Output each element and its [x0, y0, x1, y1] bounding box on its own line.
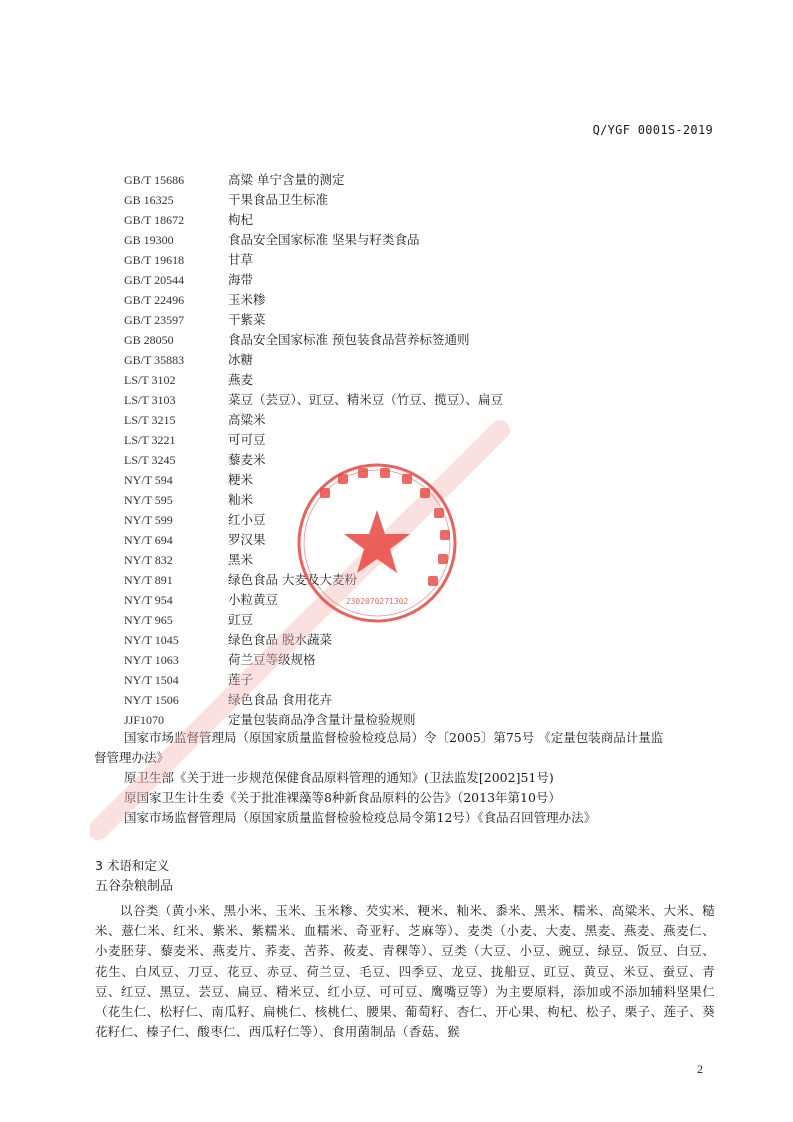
reference-title: 高粱 单宁含量的测定: [228, 172, 345, 187]
reference-title: 可可豆: [228, 432, 266, 447]
note-line: 原卫生部《关于进一步规范保健食品原料管理的通知》(卫法监发[2002]51号): [124, 770, 554, 785]
reference-title: 籼米: [228, 492, 254, 507]
reference-row: [124, 350, 503, 370]
reference-title: 莲子: [228, 672, 254, 687]
reference-code: LS/T 3102: [124, 373, 176, 387]
reference-code: NY/T 1063: [124, 653, 179, 667]
reference-title: 绿色食品 脱水蔬菜: [228, 632, 332, 647]
reference-code: GB/T 20544: [124, 273, 185, 287]
note-line: 原国家卫生计生委《关于批准裸藻等8种新食品原料的公告》（2013年第10号）: [124, 790, 561, 805]
reference-title: 燕麦: [228, 372, 254, 387]
reference-code: NY/T 891: [124, 573, 173, 587]
regulation-note: [124, 768, 714, 788]
reference-title: 冰糖: [228, 352, 254, 367]
reference-title: 枸杞: [228, 212, 254, 227]
reference-title: 定量包装商品净含量计量检验规则: [228, 712, 416, 727]
reference-row: [124, 310, 503, 330]
reference-code: NY/T 1506: [124, 693, 179, 707]
reference-row: [124, 650, 503, 670]
page-number: 2: [697, 1062, 703, 1076]
reference-title: 黑米: [228, 552, 254, 567]
reference-title: 红小豆: [228, 512, 266, 527]
regulation-notes: [94, 728, 714, 828]
regulation-note: [124, 808, 714, 828]
reference-code: GB/T 22496: [124, 293, 185, 307]
reference-code: GB 28050: [124, 333, 174, 347]
reference-title: 食品安全国家标准 预包装食品营养标签通则: [228, 332, 470, 347]
reference-row: [124, 670, 503, 690]
reference-row: [124, 270, 503, 290]
regulation-note: [124, 788, 714, 808]
reference-row: [124, 330, 503, 350]
normative-references-list: [124, 170, 503, 730]
reference-title: 菜豆（芸豆）、豇豆、精米豆（竹豆、揽豆）、扁豆: [228, 392, 504, 407]
reference-code: NY/T 1045: [124, 633, 179, 647]
reference-code: GB/T 19618: [124, 253, 185, 267]
note-line-continued: 督管理办法》: [94, 750, 170, 765]
reference-row: [124, 290, 503, 310]
reference-code: JJF1070: [124, 713, 165, 727]
reference-row: [124, 210, 503, 230]
reference-title: 荷兰豆等级规格: [228, 652, 316, 667]
reference-title: 干果食品卫生标准: [228, 192, 329, 207]
reference-row: [124, 190, 503, 210]
reference-row: [124, 250, 503, 270]
reference-title: 海带: [228, 272, 254, 287]
company-seal-stamp: [292, 458, 462, 628]
reference-row: [124, 710, 503, 730]
reference-row: [124, 630, 503, 650]
reference-title: 甘草: [228, 252, 254, 267]
reference-row: [124, 370, 503, 390]
reference-code: NY/T 599: [124, 513, 173, 527]
reference-code: NY/T 1504: [124, 673, 179, 687]
note-line: 国家市场监督管理局（原国家质量监督检验检疫总局）令〔2005〕第75号 《定量包装商品计量监: [124, 730, 664, 745]
reference-row: [124, 230, 503, 250]
reference-code: LS/T 3103: [124, 393, 176, 407]
reference-code: NY/T 694: [124, 533, 173, 547]
reference-title: 罗汉果: [228, 532, 266, 547]
star-icon: [344, 510, 410, 573]
reference-code: GB/T 23597: [124, 313, 185, 327]
regulation-note: [94, 728, 714, 768]
reference-code: GB 16325: [124, 193, 174, 207]
reference-code: GB/T 15686: [124, 173, 185, 187]
reference-row: [124, 390, 503, 410]
reference-title: 藜麦米: [228, 452, 266, 467]
reference-title: 小粒黄豆: [228, 592, 279, 607]
stamp-serial-number: 2302070271302: [345, 597, 409, 606]
note-line: 国家市场监督管理局（原国家质量监督检验检疫总局令第12号）《食品召回管理办法》: [124, 810, 597, 825]
reference-title: 绿色食品 食用花卉: [228, 692, 332, 707]
reference-code: NY/T 954: [124, 593, 173, 607]
reference-code: NY/T 594: [124, 473, 173, 487]
reference-code: GB/T 18672: [124, 213, 185, 227]
reference-row: [124, 410, 503, 430]
reference-code: LS/T 3245: [124, 453, 176, 467]
reference-title: 高粱米: [228, 412, 266, 427]
section-terms-definitions: [95, 856, 715, 1042]
reference-title: 食品安全国家标准 坚果与籽类食品: [228, 232, 420, 247]
document-code: Q/YGF 0001S-2019: [592, 123, 713, 137]
reference-title: 粳米: [228, 472, 254, 487]
reference-code: NY/T 965: [124, 613, 173, 627]
reference-code: GB 19300: [124, 233, 174, 247]
section-heading: 3 术语和定义: [95, 858, 170, 873]
reference-row: [124, 430, 503, 450]
reference-code: GB/T 35883: [124, 353, 185, 367]
reference-row: [124, 170, 503, 190]
reference-title: 干紫菜: [228, 312, 266, 327]
reference-row: [124, 690, 503, 710]
reference-title: 玉米糁: [228, 292, 266, 307]
reference-code: NY/T 595: [124, 493, 173, 507]
reference-title: 绿色食品 大麦及大麦粉: [228, 572, 357, 587]
term-name: 五谷杂粮制品: [95, 879, 174, 894]
reference-code: NY/T 832: [124, 553, 173, 567]
reference-title: 豇豆: [228, 612, 254, 627]
reference-code: LS/T 3221: [124, 433, 176, 447]
reference-code: LS/T 3215: [124, 413, 176, 427]
term-definition: 以谷类（黄小米、黑小米、玉米、玉米糁、芡实米、粳米、籼米、黍米、黑米、糯米、高粱米、大米、糙米、薏仁米、红米、紫米、紫糯米、血糯米、奇亚籽、芝麻等）、麦类（小麦、大麦、黑麦、燕麦、燕麦仁、小麦胚芽、藜麦米、燕麦片、荞麦、苦荞、莜麦、青稞等）、豆类（大豆、小豆、豌豆、绿豆、饭豆、白豆、花生、白凤豆、刀豆、花豆、赤豆、荷兰豆、毛豆、四季豆、龙豆、拢船豆、豇豆、黄豆、米豆、蚕豆、青豆、红豆、黑豆、芸豆、扁豆、精米豆、红小豆、可可豆、鹰嘴豆等）为主要原料，添加或不添加辅料坚果仁（花生仁、松籽仁、南瓜籽、扁桃仁、核桃仁、腰果、葡萄籽、杏仁、开心果、枸杞、松子、栗子、莲子、葵花籽仁、榛子仁、酸枣仁、西瓜籽仁等）、食用菌制品（香菇、猴: [95, 903, 715, 1040]
